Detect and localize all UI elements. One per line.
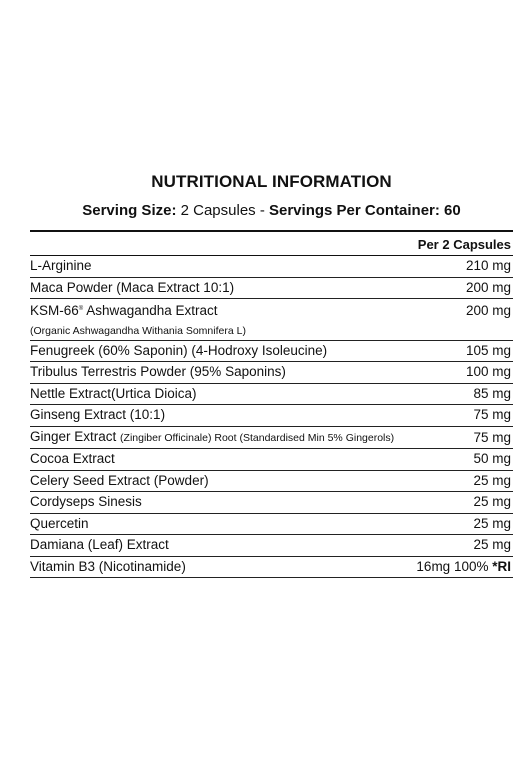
ingredient-name: Celery Seed Extract (Powder) [30,470,416,492]
table-row-subline [30,322,513,341]
ingredient-amount: 85 mg [416,383,513,405]
serving-info [30,200,513,222]
table-row [30,556,513,578]
ingredient-name: Cordyseps Sinesis [30,492,416,514]
ingredient-name: Ginseng Extract (10:1) [30,405,416,427]
ingredient-amount: 25 mg [416,492,513,514]
ingredient-amount [416,556,513,578]
ingredient-amount: 25 mg [416,470,513,492]
ingredient-name: L-Arginine [30,256,416,277]
table-row [30,362,513,384]
table-row [30,513,513,535]
table-row [30,535,513,557]
ingredient-amount: 25 mg [416,513,513,535]
ri-marker: *RI [492,558,511,574]
ingredient-name: Vitamin B3 (Nicotinamide) [30,556,416,578]
table-row [30,405,513,427]
ingredient-name: Cocoa Extract [30,449,416,471]
nutrition-panel [30,170,513,578]
ingredient-note: (Zingiber Officinale) Root (Standardised Min 5% Gingerols) [120,431,395,444]
ingredient-name-text: KSM-66 [30,303,79,318]
table-row [30,340,513,362]
ingredient-name-suffix: Ashwagandha Extract [83,303,218,318]
ingredient-name [30,426,416,449]
serving-size-label: Serving Size: [82,202,177,219]
ingredient-amount: 200 mg [465,303,511,318]
nutrition-table [30,256,513,578]
registered-mark: ® [78,306,84,312]
ingredient-name: Tribulus Terrestris Powder (95% Saponins) [30,362,416,384]
ingredient-amount: 50 mg [416,449,513,471]
serving-size-value: 2 Capsules - [176,202,269,219]
table-row [30,277,513,299]
ingredient-amount: 25 mg [416,535,513,557]
ingredient-name: Maca Powder (Maca Extract 10:1) [30,277,416,299]
table-row [30,426,513,449]
ingredient-name: Fenugreek (60% Saponin) (4-Hodroxy Isoleucine) [30,340,416,362]
column-header: Per 2 Capsules [417,237,511,252]
ingredient-amount: 210 mg [416,256,513,277]
ingredient-subline: (Organic Ashwagandha Withania Somnifera L) [30,322,513,341]
table-row [30,492,513,514]
ingredient-amount: 100 mg [416,362,513,384]
table-row [30,449,513,471]
panel-title: NUTRITIONAL INFORMATION [151,172,392,191]
ingredient-amount: 75 mg [416,405,513,427]
ingredient-name [30,299,416,322]
ingredient-amount: 75 mg [416,426,513,449]
ingredient-name: Quercetin [30,513,416,535]
amount-text: 16mg 100% [416,558,493,574]
ingredient-name: Nettle Extract(Urtica Dioica) [30,383,416,405]
servings-per-container: Servings Per Container: 60 [269,202,461,219]
ingredient-name-text: Ginger Extract [30,428,121,444]
ingredient-amount: 200 mg [416,277,513,299]
table-row [30,470,513,492]
table-row [30,299,513,322]
ingredient-name: Damiana (Leaf) Extract [30,535,416,557]
ingredient-amount: 105 mg [416,340,513,362]
table-row [30,383,513,405]
table-row [30,256,513,277]
